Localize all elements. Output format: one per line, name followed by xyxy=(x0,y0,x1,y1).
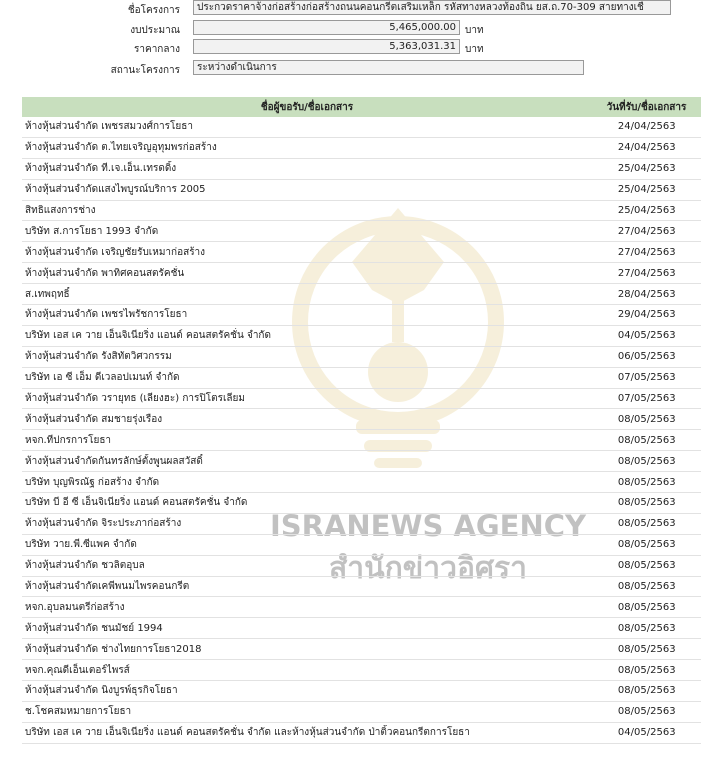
status-label: สถานะโครงการ xyxy=(110,65,180,76)
received-date-cell: 08/05/2563 xyxy=(617,622,676,634)
bidder-name-cell: บริษัท ส.การโยธา 1993 จำกัด xyxy=(25,225,159,237)
bidder-name-cell: ส.เทพฤทธิ์ xyxy=(25,288,70,300)
table-row xyxy=(22,409,701,430)
received-date-cell: 08/05/2563 xyxy=(617,706,676,718)
received-date-cell: 04/05/2563 xyxy=(617,330,676,342)
bidder-name-cell: ห้างหุ้นส่วนจำกัด เพชรสมวงศ์การโยธา xyxy=(25,121,193,133)
received-date-cell: 27/04/2563 xyxy=(617,267,676,279)
table-row xyxy=(22,180,701,201)
bidder-name-cell: ห้างหุ้นส่วนจำกัดเคพีพนมไพรคอนกรีต xyxy=(25,581,190,593)
received-date-cell: 07/05/2563 xyxy=(617,393,676,405)
bidder-name-cell: ห้างหุ้นส่วนจำกัด วรายุทธ (เลียงฮะ) การปิโตรเลียม xyxy=(25,393,245,405)
received-date-cell: 08/05/2563 xyxy=(617,560,676,572)
table-row xyxy=(22,535,701,556)
bidder-name-cell: บริษัท เอส เค วาย เอ็นจิเนียริ่ง แอนด์ คอนสตรัคชั่น จำกัด และห้างหุ้นส่วนจำกัด ป่าติ้วคอนกรีตการโยธา xyxy=(25,727,470,739)
table-row xyxy=(22,493,701,514)
received-date-cell: 08/05/2563 xyxy=(617,685,676,697)
table-row xyxy=(22,451,701,472)
bidder-name-cell: ช.โชคสมหมายการโยธา xyxy=(25,706,132,718)
received-date-cell: 04/05/2563 xyxy=(617,727,676,739)
bidder-name-cell: หจก.คุณดีเอ็นเตอร์ไพรส์ xyxy=(25,664,130,676)
table-row xyxy=(22,597,701,618)
watermark-line1: ISRANEWS AGENCY xyxy=(269,509,587,543)
bidder-name-cell: บริษัท บี อี ซี เอ็นจิเนียริ่ง แอนด์ คอนสตรัคชั่น จำกัด xyxy=(25,497,248,509)
received-date-cell: 08/05/2563 xyxy=(617,455,676,467)
received-date-cell: 08/05/2563 xyxy=(617,539,676,551)
table-row xyxy=(22,368,701,389)
table-header xyxy=(22,97,701,117)
received-date-cell: 25/04/2563 xyxy=(617,205,676,216)
table-row xyxy=(22,326,701,347)
table-row xyxy=(22,618,701,639)
bidder-name-cell: บริษัท วาย.พี.ซีแพค จำกัด xyxy=(25,539,137,551)
received-date-cell: 28/04/2563 xyxy=(617,288,676,300)
table-row xyxy=(22,138,701,159)
received-date-cell: 07/05/2563 xyxy=(617,372,676,384)
bidder-name-cell: ห้างหุ้นส่วนจำกัด ต.ไทยเจริญอุทุมพรก่อสร้าง xyxy=(25,142,217,154)
status-row xyxy=(0,60,717,78)
table-row xyxy=(22,389,701,410)
watermark-line2: สำนักข่าวอิศรา xyxy=(328,551,528,586)
received-date-cell: 06/05/2563 xyxy=(617,351,676,363)
bidder-name-cell: ห้างหุ้นส่วนจำกัด เพชรไพรัชการโยธา xyxy=(25,309,188,321)
table-row xyxy=(22,472,701,493)
bidder-name-cell: ห้างหุ้นส่วนจำกัด เจริญชัยรับเหมาก่อสร้าง xyxy=(25,246,206,258)
bidder-name-cell: ห้างหุ้นส่วนจำกัด ที.เจ.เอ็น.เทรดดิ้ง xyxy=(25,163,177,175)
received-date-cell: 08/05/2563 xyxy=(617,643,676,655)
bidder-name-cell: ห้างหุ้นส่วนจำกัด รังสิทัตวิศวกรรม xyxy=(25,351,172,363)
bidder-table xyxy=(22,97,701,744)
bidder-name-cell: หจก.อุบลมนตรีก่อสร้าง xyxy=(25,601,125,613)
bidder-name-cell: ห้างหุ้นส่วนจำกัด สมชายรุ่งเรือง xyxy=(25,413,163,425)
table-row xyxy=(22,556,701,577)
bidder-name-cell: บริษัท บุญพิรณัฐ ก่อสร้าง จำกัด xyxy=(25,476,160,488)
received-date-cell: 08/05/2563 xyxy=(617,434,676,446)
received-date-cell: 27/04/2563 xyxy=(617,246,676,258)
received-date-cell: 25/04/2563 xyxy=(617,184,676,196)
column-header-date: วันที่รับ/ชื่อเอกสาร xyxy=(606,101,687,113)
table-row xyxy=(22,577,701,598)
table-row xyxy=(22,702,701,723)
table-row xyxy=(22,305,701,326)
table-row xyxy=(22,242,701,263)
bidder-name-cell: ห้างหุ้นส่วนจำกัดกันทรลักษ์ตั้งพูนผลสวัสดิ์ xyxy=(25,455,203,467)
project-name-row xyxy=(0,0,717,18)
bidder-name-cell: บริษัท เอส เค วาย เอ็นจิเนียริ่ง แอนด์ คอนสตรัคชั่น จำกัด xyxy=(25,330,271,342)
median-price-unit: บาท xyxy=(465,44,484,55)
table-row xyxy=(22,660,701,681)
bidder-name-cell: บริษัท เอ ซี เอ็ม ดีเวลอปเมนท์ จำกัด xyxy=(25,372,180,384)
bidder-name-cell: ห้างหุ้นส่วนจำกัด พาทิศคอนสตรัคชั่น xyxy=(25,267,185,279)
table-row xyxy=(22,430,701,451)
table-row xyxy=(22,284,701,305)
bidder-name-cell: หจก.ทีปกรการโยธา xyxy=(25,434,112,446)
median-price-label: ราคากลาง xyxy=(134,44,180,55)
received-date-cell: 08/05/2563 xyxy=(617,413,676,425)
budget-field: 5,465,000.00 xyxy=(193,20,460,35)
table-row xyxy=(22,347,701,368)
median-price-row xyxy=(0,39,717,57)
bidder-name-cell: ห้างหุ้นส่วนจำกัด ช่างไทยการโยธา2018 xyxy=(25,643,202,655)
table-row xyxy=(22,117,701,138)
table-row xyxy=(22,263,701,284)
table-body xyxy=(22,117,701,744)
received-date-cell: 29/04/2563 xyxy=(617,309,676,321)
table-row xyxy=(22,221,701,242)
bidder-name-cell: ห้างหุ้นส่วนจำกัด จิระประภาก่อสร้าง xyxy=(25,518,182,530)
received-date-cell: 25/04/2563 xyxy=(617,163,676,175)
median-price-field: 5,363,031.31 xyxy=(193,39,460,54)
bidder-name-cell: ห้างหุ้นส่วนจำกัด ชนมัชย์ 1994 xyxy=(25,622,163,634)
received-date-cell: 24/04/2563 xyxy=(617,121,676,133)
received-date-cell: 08/05/2563 xyxy=(617,581,676,593)
received-date-cell: 08/05/2563 xyxy=(617,476,676,488)
bidder-name-cell: ห้างหุ้นส่วนจำกัด ชวลิตอุบล xyxy=(25,560,145,572)
received-date-cell: 08/05/2563 xyxy=(617,518,676,530)
project-name-label: ชื่อโครงการ xyxy=(127,5,180,16)
bidder-name-cell: สิทธิแสงการช่าง xyxy=(25,205,96,216)
status-field: ระหว่างดำเนินการ xyxy=(193,60,584,75)
table-row xyxy=(22,681,701,702)
received-date-cell: 08/05/2563 xyxy=(617,601,676,613)
project-name-field: ประกวดราคาจ้างก่อสร้างก่อสร้างถนนคอนกรีตเสริมเหล็ก รหัสทางหลวงท้องถิ่น ยส.ถ.70-309 สายทางเชื่ xyxy=(193,0,671,15)
received-date-cell: 08/05/2563 xyxy=(617,497,676,509)
budget-unit: บาท xyxy=(465,25,484,36)
bidder-name-cell: ห้างหุ้นส่วนจำกัด นิงบูรพ์ธุรกิจโยธา xyxy=(25,685,178,697)
received-date-cell: 24/04/2563 xyxy=(617,142,676,154)
table-row xyxy=(22,159,701,180)
received-date-cell: 08/05/2563 xyxy=(617,664,676,676)
table-row xyxy=(22,201,701,222)
column-header-name: ชื่อผู้ขอรับ/ชื่อเอกสาร xyxy=(260,101,354,113)
bidder-name-cell: ห้างหุ้นส่วนจำกัดแสงไพบูรณ์บริการ 2005 xyxy=(25,184,206,196)
received-date-cell: 27/04/2563 xyxy=(617,225,676,237)
table-row xyxy=(22,723,701,744)
table-row xyxy=(22,639,701,660)
table-row xyxy=(22,514,701,535)
budget-label: งบประมาณ xyxy=(130,25,180,36)
budget-row xyxy=(0,20,717,38)
